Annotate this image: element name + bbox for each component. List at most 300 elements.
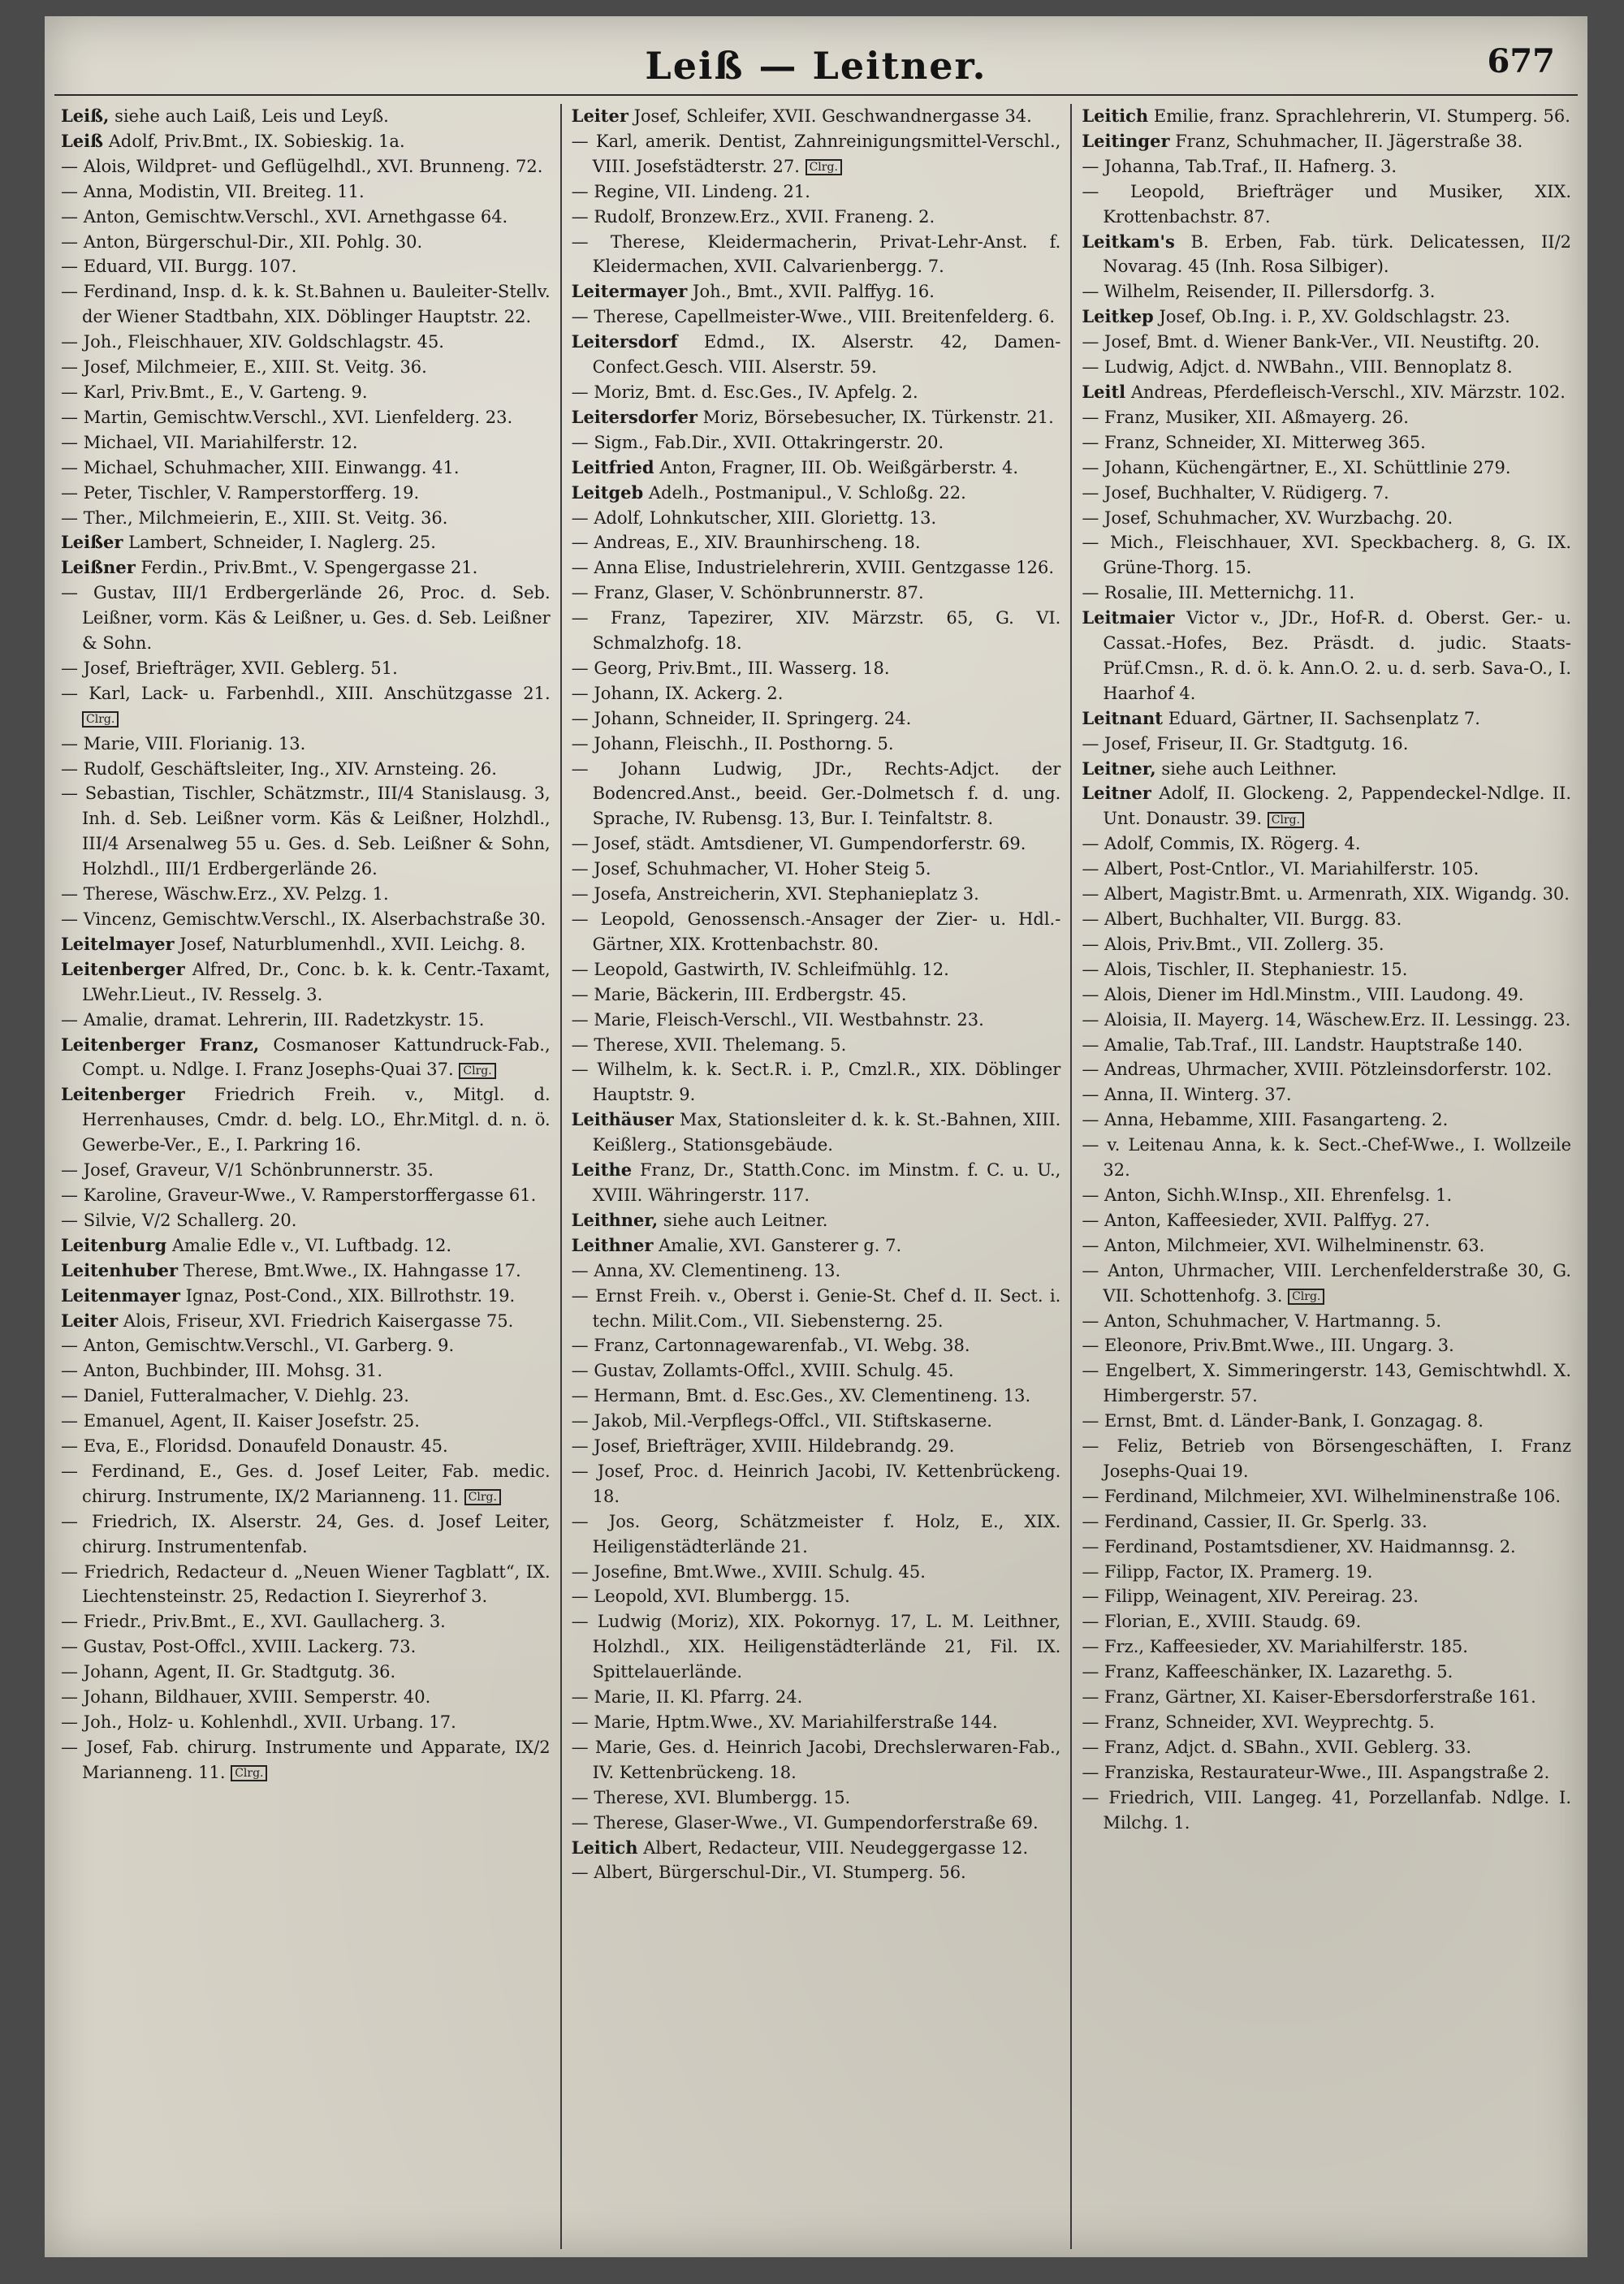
directory-entry <box>1082 1333 1571 1358</box>
entry-text: Sebastian, Tischler, Schätzmstr., III/4 Stanislausg. 3, Inh. d. Seb. Leißner vorm. Käs & Leißner, Holzhdl., III/4 Arsenalweg 55 u. Ges. d. Seb. Leißner & Sohn, Holzhdl., III/1 Erdbergerlände 26. <box>82 784 551 879</box>
directory-entry <box>1082 732 1571 757</box>
entry-surname: Leiter <box>61 1310 119 1331</box>
entry-text: Ludwig (Moriz), XIX. Pokornyg. 17, L. M. Leithner, Holzhdl., XIX. Heiligenstädterlände 21, Fil. IX. Spittelauerlände. <box>592 1612 1061 1682</box>
entry-text: Edmd., IX. Alserstr. 42, Damen-Confect.Gesch. VIII. Alserstr. 59. <box>592 332 1061 378</box>
directory-entry <box>61 506 551 531</box>
entry-surname: Leitfried <box>571 456 654 477</box>
directory-entry <box>572 606 1061 656</box>
entry-text: Josef, Schleifer, XVII. Geschwandnergasse 34. <box>633 106 1032 126</box>
entry-text: Ferdinand, E., Ges. d. Josef Leiter, Fab. medic. chirurg. Instrumente, IX/2 Marianneng. 11. <box>82 1461 551 1506</box>
directory-entry <box>1082 481 1571 506</box>
entry-text: Adolf, Lohnkutscher, XIII. Gloriettg. 13. <box>594 507 937 528</box>
entry-text: Therese, Bmt.Wwe., IX. Hahngasse 17. <box>183 1260 521 1280</box>
entry-text: Albert, Magistr.Bmt. u. Armenrath, XIX. Wigandg. 30. <box>1104 884 1570 905</box>
entry-surname: Leitner <box>1082 783 1151 804</box>
directory-entry <box>1082 857 1571 882</box>
entry-text: Marie, Ges. d. Heinrich Jacobi, Drechslerwaren-Fab., IV. Kettenbrückeng. 18. <box>592 1737 1061 1782</box>
directory-entry <box>572 230 1061 280</box>
directory-entry <box>572 1033 1061 1058</box>
entry-text: Leopold, Gastwirth, IV. Schleifmühlg. 12. <box>594 959 949 979</box>
entry-text: Josef, Milchmeier, E., XIII. St. Veitg. 36. <box>83 357 427 378</box>
directory-entry <box>61 757 551 782</box>
directory-entry <box>572 857 1061 882</box>
entry-text: Franz, Schuhmacher, II. Jägerstraße 38. <box>1175 131 1523 151</box>
directory-entry <box>572 1158 1061 1208</box>
directory-entry <box>61 179 551 205</box>
entry-text: Anton, Sichh.W.Insp., XII. Ehrenfelsg. 1. <box>1104 1185 1453 1205</box>
directory-entry <box>61 1634 551 1660</box>
directory-entry <box>1082 330 1571 355</box>
directory-entry <box>61 732 551 757</box>
entry-text: Albert, Buchhalter, VII. Burgg. 83. <box>1104 909 1402 929</box>
directory-entry <box>1082 1107 1571 1133</box>
clearing-badge: Clrg. <box>231 1765 267 1781</box>
entry-text: Wilhelm, Reisender, II. Pillersdorfg. 3. <box>1104 282 1436 302</box>
entry-text: Martin, Gemischtw.Verschl., XVI. Lienfelderg. 23. <box>83 407 513 427</box>
entry-surname: Leiter <box>571 106 628 126</box>
entry-surname: Leiß, <box>61 106 110 126</box>
directory-entry <box>572 581 1061 606</box>
directory-entry <box>572 1259 1061 1284</box>
directory-entry <box>1082 304 1571 330</box>
entry-text: Gustav, III/1 Erdbergerlände 26, Proc. d. Seb. Leißner, vorm. Käs & Leißner, u. Ges. d. Seb. Leißner & Sohn. <box>82 583 551 654</box>
entry-text: Hermann, Bmt. d. Esc.Ges., XV. Clementineng. 13. <box>594 1386 1031 1406</box>
directory-entry <box>61 555 551 581</box>
entry-text: Therese, XVI. Blumbergg. 15. <box>594 1787 851 1807</box>
entry-text: Mich., Fleischhauer, XVI. Speckbacherg. 8, G. IX. Grüne-Thorg. 15. <box>1103 533 1571 578</box>
entry-text: Josef, Proc. d. Heinrich Jacobi, IV. Kettenbrückeng. 18. <box>592 1461 1061 1506</box>
entry-text: Andreas, Pferdefleisch-Verschl., XIV. Märzstr. 102. <box>1130 382 1566 402</box>
directory-entry <box>1082 1660 1571 1685</box>
entry-text: Alois, Priv.Bmt., VII. Zollerg. 35. <box>1104 934 1384 954</box>
entry-text: Aloisia, II. Mayerg. 14, Wäschew.Erz. II. Lessingg. 23. <box>1104 1009 1571 1030</box>
entry-text: Feliz, Betrieb von Börsengeschäften, I. Franz Josephs-Quai 19. <box>1103 1436 1572 1481</box>
entry-text: Ferdinand, Insp. d. k. k. St.Bahnen u. Bauleiter-Stellv. der Wiener Stadtbahn, XIX. Döblinger Hauptstr. 22. <box>82 282 551 327</box>
entry-text: Marie, Fleisch-Verschl., VII. Westbahnstr. 23. <box>594 1009 984 1030</box>
entry-text: Friedrich, VIII. Langeg. 41, Porzellanfab. Ndlge. I. Milchg. 1. <box>1103 1787 1572 1833</box>
directory-entry <box>572 1860 1061 1885</box>
directory-entry <box>1082 1133 1571 1183</box>
directory-entry <box>572 1107 1061 1158</box>
columns <box>51 104 1581 2249</box>
entry-text: Amalie Edle v., VI. Luftbadg. 12. <box>171 1235 452 1255</box>
directory-entry <box>1082 757 1571 782</box>
directory-entry <box>1082 1710 1571 1735</box>
entry-text: Ferdin., Priv.Bmt., V. Spengergasse 21. <box>140 558 478 578</box>
entry-text: B. Erben, Fab. türk. Delicatessen, II/2 Novarag. 45 (Inh. Rosa Silbiger). <box>1103 231 1572 277</box>
entry-text: Filipp, Factor, IX. Pramerg. 19. <box>1104 1561 1373 1582</box>
directory-entry <box>1082 506 1571 531</box>
directory-entry <box>61 330 551 355</box>
entry-text: Johann, Küchengärtner, E., XI. Schüttlinie 279. <box>1104 457 1511 477</box>
directory-entry <box>61 1233 551 1259</box>
entry-text: Adolf, II. Glockeng. 2, Pappendeckel-Ndlge. II. Unt. Donaustr. 39. <box>1103 784 1572 829</box>
directory-entry <box>1082 104 1571 129</box>
directory-entry <box>1082 957 1571 982</box>
entry-text: v. Leitenau Anna, k. k. Sect.-Chef-Wwe., I. Wollzeile 32. <box>1103 1135 1572 1181</box>
entry-text: Josefine, Bmt.Wwe., XVIII. Schulg. 45. <box>594 1561 926 1582</box>
entry-text: Leopold, Briefträger und Musiker, XIX. Krottenbachstr. 87. <box>1103 181 1572 227</box>
page-number: 677 <box>1487 42 1555 80</box>
directory-entry <box>61 1509 551 1560</box>
entry-text: Franz, Glaser, V. Schönbrunnerstr. 87. <box>594 583 924 603</box>
entry-text: Joh., Bmt., XVII. Palffyg. 16. <box>693 282 935 302</box>
directory-entry <box>61 154 551 179</box>
clearing-badge: Clrg. <box>464 1489 501 1505</box>
directory-entry <box>1082 179 1571 230</box>
directory-entry <box>1082 279 1571 304</box>
directory-entry <box>572 330 1061 380</box>
directory-entry <box>572 1811 1061 1836</box>
directory-entry <box>61 1358 551 1384</box>
entry-text: Josef, Friseur, II. Gr. Stadtgutg. 16. <box>1104 733 1409 753</box>
directory-entry <box>572 1509 1061 1560</box>
directory-entry <box>572 555 1061 581</box>
directory-entry <box>572 882 1061 907</box>
entry-text: Ferdinand, Cassier, II. Gr. Sperlg. 33. <box>1104 1511 1427 1531</box>
entry-text: Josef, städt. Amtsdiener, VI. Gumpendorferstr. 69. <box>594 834 1026 854</box>
directory-entry <box>1082 606 1571 706</box>
directory-entry <box>61 1158 551 1183</box>
directory-entry <box>572 1710 1061 1735</box>
entry-text: Franz, Kaffeeschänker, IX. Lazarethg. 5. <box>1104 1662 1453 1682</box>
entry-text: Anton, Gemischtw.Verschl., XVI. Arnethgasse 64. <box>83 206 508 227</box>
entry-surname: Leitner, <box>1082 758 1156 779</box>
entry-text: Johann, Schneider, II. Springerg. 24. <box>594 708 912 728</box>
entry-surname: Leißner <box>61 557 136 578</box>
entry-surname: Leitich <box>1082 106 1149 126</box>
directory-entry <box>572 706 1061 732</box>
entry-surname: Leitenberger <box>61 1084 185 1105</box>
directory-entry <box>61 355 551 380</box>
entry-text: Karl, amerik. Dentist, Zahnreinigungsmittel-Verschl., VIII. Josefstädterstr. 27. <box>592 131 1061 176</box>
directory-entry <box>61 1685 551 1710</box>
entry-surname: Leitersdorfer <box>571 406 698 427</box>
directory-entry <box>61 1033 551 1083</box>
directory-entry <box>1082 1082 1571 1107</box>
entry-text: Franz, Schneider, XI. Mitterweg 365. <box>1104 432 1426 452</box>
directory-entry <box>61 1735 551 1785</box>
directory-entry <box>61 907 551 932</box>
directory-entry <box>572 129 1061 179</box>
entry-text: Rosalie, III. Metternichg. 11. <box>1104 583 1355 603</box>
directory-entry <box>1082 932 1571 957</box>
directory-entry <box>1082 1484 1571 1509</box>
directory-entry <box>1082 907 1571 932</box>
directory-entry <box>61 279 551 330</box>
directory-entry <box>1082 1233 1571 1259</box>
directory-entry <box>1082 1584 1571 1609</box>
entry-text: Peter, Tischler, V. Ramperstorfferg. 19. <box>83 482 420 503</box>
entry-text: Vincenz, Gemischtw.Verschl., IX. Alserbachstraße 30. <box>83 909 546 929</box>
directory-entry <box>1082 230 1571 280</box>
entry-text: Max, Stationsleiter d. k. k. St.-Bahnen, XIII. Keißlerg., Stationsgebäude. <box>592 1110 1061 1155</box>
directory-entry <box>1082 1409 1571 1434</box>
directory-entry <box>61 581 551 656</box>
directory-entry <box>572 957 1061 982</box>
entry-text: Andreas, Uhrmacher, XVIII. Pötzleinsdorferstr. 102. <box>1104 1060 1553 1080</box>
directory-entry <box>572 681 1061 706</box>
directory-entry <box>1082 982 1571 1008</box>
entry-text: Josef, Buchhalter, V. Rüdigerg. 7. <box>1104 482 1389 503</box>
entry-text: Josef, Naturblumenhdl., XVII. Leichg. 8. <box>179 934 526 954</box>
directory-entry <box>1082 1760 1571 1785</box>
directory-entry <box>1082 1735 1571 1760</box>
entry-surname: Leitelmayer <box>61 933 175 954</box>
directory-entry <box>572 1459 1061 1509</box>
directory-entry <box>1082 430 1571 456</box>
entry-text: Victor v., JDr., Hof-R. d. Oberst. Ger.- u. Cassat.-Hofes, Bez. Präsdt. d. judic. Staats-Prüf.Cmsn., R. d. ö. k. Ann.O. 2. u. d. serb. Sava-O., I. Haarhof 4. <box>1103 608 1572 703</box>
directory-entry <box>1082 1057 1571 1082</box>
entry-text: Josef, Briefträger, XVII. Geblerg. 51. <box>83 658 398 678</box>
directory-entry <box>1082 1609 1571 1634</box>
entry-text: siehe auch Leitner. <box>663 1210 828 1230</box>
entry-text: Adolf, Commis, IX. Rögerg. 4. <box>1104 834 1361 854</box>
directory-entry <box>1082 1509 1571 1535</box>
entry-text: Engelbert, X. Simmeringerstr. 143, Gemischtwhdl. X. Himbergerstr. 57. <box>1103 1361 1572 1406</box>
entry-text: Silvie, V/2 Schallerg. 20. <box>83 1210 297 1230</box>
entry-text: Daniel, Futteralmacher, V. Diehlg. 23. <box>83 1386 409 1406</box>
directory-entry <box>572 1836 1061 1861</box>
directory-entry <box>572 1560 1061 1585</box>
directory-entry <box>572 656 1061 681</box>
entry-surname: Leitenberger <box>61 958 185 979</box>
entry-text: Adelh., Postmanipul., V. Schloßg. 22. <box>648 482 966 503</box>
entry-text: Anna, Modistin, VII. Breiteg. 11. <box>83 181 365 201</box>
entry-text: Rudolf, Bronzew.Erz., XVII. Franeng. 2. <box>594 206 935 227</box>
entry-text: Anton, Milchmeier, XVI. Wilhelminenstr. 63. <box>1104 1235 1485 1255</box>
entry-text: Anton, Bürgerschul-Dir., XII. Pohlg. 30. <box>83 231 423 252</box>
directory-entry <box>1082 154 1571 179</box>
entry-text: Josef, Schuhmacher, VI. Hoher Steig 5. <box>594 859 931 879</box>
directory-entry <box>61 781 551 882</box>
entry-surname: Leitgeb <box>571 481 644 503</box>
clearing-badge: Clrg. <box>459 1063 495 1079</box>
directory-entry <box>1082 1208 1571 1233</box>
page-title: Leiß — Leitner. <box>645 44 987 88</box>
entry-surname: Leitersdorf <box>571 331 678 352</box>
directory-entry <box>61 430 551 456</box>
directory-entry <box>1082 456 1571 481</box>
entry-surname: Leitkam's <box>1082 231 1175 252</box>
entry-text: Therese, Glaser-Wwe., VI. Gumpendorferstraße 69. <box>594 1812 1039 1833</box>
directory-entry <box>1082 1685 1571 1710</box>
entry-text: Franz, Schneider, XVI. Weyprechtg. 5. <box>1104 1712 1435 1732</box>
directory-entry <box>61 129 551 154</box>
directory-entry <box>61 254 551 279</box>
directory-entry <box>1082 355 1571 380</box>
directory-entry <box>61 205 551 230</box>
entry-text: Ernst, Bmt. d. Länder-Bank, I. Gonzagag. 8. <box>1104 1411 1484 1431</box>
page-header <box>45 39 1587 96</box>
directory-page <box>45 16 1587 2257</box>
entry-text: Josef, Fab. chirurg. Instrumente und Apparate, IX/2 Marianneng. 11. <box>82 1737 551 1782</box>
entry-text: Leopold, Genossensch.-Ansager der Zier- u. Hdl.-Gärtner, XIX. Krottenbachstr. 80. <box>592 909 1061 954</box>
entry-text: Ignaz, Post-Cond., XIX. Billrothstr. 19. <box>185 1285 516 1306</box>
entry-text: Sigm., Fab.Dir., XVII. Ottakringerstr. 20. <box>594 432 944 452</box>
directory-entry <box>61 957 551 1008</box>
directory-entry <box>61 1660 551 1685</box>
directory-entry <box>1082 1008 1571 1033</box>
directory-entry <box>572 1735 1061 1785</box>
directory-entry <box>61 405 551 430</box>
directory-entry <box>1082 831 1571 857</box>
entry-text: Johann, IX. Ackerg. 2. <box>594 683 784 703</box>
directory-entry <box>1082 1259 1571 1309</box>
entry-surname: Leitinger <box>1082 130 1170 151</box>
entry-text: Moriz, Bmt. d. Esc.Ges., IV. Apfelg. 2. <box>594 382 918 402</box>
directory-entry <box>61 1008 551 1033</box>
entry-text: Josef, Ob.Ing. i. P., XV. Goldschlagstr. 23. <box>1159 307 1510 327</box>
column-1 <box>51 104 560 2249</box>
entry-text: Anton, Gemischtw.Verschl., VI. Garberg. 9. <box>83 1336 455 1356</box>
clearing-badge: Clrg. <box>1288 1289 1324 1305</box>
directory-entry <box>572 481 1061 506</box>
entry-text: Franz, Tapezirer, XIV. Märzstr. 65, G. VI. Schmalzhofg. 18. <box>592 608 1061 654</box>
directory-entry <box>61 380 551 405</box>
entry-text: Friedr., Priv.Bmt., E., XVI. Gaullacherg. 3. <box>83 1612 446 1632</box>
directory-entry <box>572 430 1061 456</box>
entry-surname: Leithner <box>571 1234 654 1255</box>
entry-text: Therese, Kleidermacherin, Privat-Lehr-Anst. f. Kleidermachen, XVII. Calvarienbergg. 7. <box>592 231 1061 277</box>
entry-surname: Leitich <box>571 1837 638 1858</box>
entry-text: Anna, XV. Clementineng. 13. <box>594 1260 841 1280</box>
directory-entry <box>1082 129 1571 154</box>
entry-text: Albert, Bürgerschul-Dir., VI. Stumperg. 56. <box>594 1863 966 1883</box>
entry-text: Marie, VIII. Florianig. 13. <box>83 733 306 753</box>
entry-surname: Leithäuser <box>571 1109 674 1130</box>
directory-entry <box>572 1434 1061 1459</box>
entry-text: Ferdinand, Postamtsdiener, XV. Haidmannsg. 2. <box>1104 1536 1516 1556</box>
entry-text: Frz., Kaffeesieder, XV. Mariahilferstr. 185. <box>1104 1637 1468 1657</box>
entry-text: Georg, Priv.Bmt., III. Wasserg. 18. <box>594 658 890 678</box>
directory-entry <box>1082 1309 1571 1334</box>
directory-entry <box>61 1560 551 1610</box>
directory-entry <box>572 1685 1061 1710</box>
entry-text: Josefa, Anstreicherin, XVI. Stephanieplatz 3. <box>594 884 979 905</box>
entry-text: Regine, VII. Lindeng. 21. <box>594 181 810 201</box>
directory-entry <box>572 1208 1061 1233</box>
directory-entry <box>572 1409 1061 1434</box>
directory-entry <box>1082 882 1571 907</box>
entry-text: Therese, XVII. Thelemang. 5. <box>594 1034 847 1055</box>
entry-text: Amalie, Tab.Traf., III. Landstr. Hauptstraße 140. <box>1104 1034 1523 1055</box>
entry-text: Gustav, Zollamts-Offcl., XVIII. Schulg. 45. <box>594 1361 954 1381</box>
entry-surname: Leitl <box>1082 381 1126 402</box>
column-3 <box>1070 104 1581 2249</box>
directory-entry <box>572 405 1061 430</box>
directory-entry <box>61 932 551 957</box>
clearing-badge: Clrg. <box>82 711 119 728</box>
directory-entry <box>61 681 551 732</box>
entry-text: Joh., Holz- u. Kohlenhdl., XVII. Urbang. 17. <box>83 1712 456 1732</box>
entry-text: Eduard, Gärtner, II. Sachsenplatz 7. <box>1168 708 1480 728</box>
entry-text: Anna, II. Winterg. 37. <box>1104 1085 1292 1105</box>
header-rule <box>54 94 1578 96</box>
entry-surname: Leithner, <box>571 1209 659 1230</box>
entry-text: Adolf, Priv.Bmt., IX. Sobieskig. 1a. <box>108 131 405 151</box>
directory-entry <box>1082 1634 1571 1660</box>
entry-text: Andreas, E., XIV. Braunhirscheng. 18. <box>594 533 921 553</box>
entry-text: Anton, Schuhmacher, V. Hartmanng. 5. <box>1104 1310 1442 1331</box>
entry-text: Friedrich Freih. v., Mitgl. d. Herrenhauses, Cmdr. d. belg. LO., Ehr.Mitgl. d. n. ö. Gewerbe-Ver., E., I. Parkring 16. <box>82 1085 551 1155</box>
directory-entry <box>572 506 1061 531</box>
directory-entry <box>61 882 551 907</box>
entry-text: Franz, Gärtner, XI. Kaiser-Ebersdorferstraße 161. <box>1104 1687 1536 1708</box>
directory-entry <box>572 1384 1061 1409</box>
entry-text: Friedrich, Redacteur d. „Neuen Wiener Tagblatt“, IX. Liechtensteinstr. 25, Redaction I. Sieyrerhof 3. <box>82 1561 551 1607</box>
directory-entry <box>572 530 1061 555</box>
directory-entry <box>1082 581 1571 606</box>
directory-entry <box>572 179 1061 205</box>
directory-entry <box>1082 1560 1571 1585</box>
directory-entry <box>61 1208 551 1233</box>
entry-text: Leopold, XVI. Blumbergg. 15. <box>594 1587 850 1607</box>
entry-text: Johanna, Tab.Traf., II. Hafnerg. 3. <box>1104 156 1397 176</box>
directory-entry <box>1082 405 1571 430</box>
directory-entry <box>572 982 1061 1008</box>
entry-text: Josef, Bmt. d. Wiener Bank-Ver., VII. Neustiftg. 20. <box>1104 332 1540 352</box>
directory-entry <box>1082 1785 1571 1836</box>
directory-entry <box>61 1183 551 1208</box>
entry-text: Lambert, Schneider, I. Naglerg. 25. <box>128 533 436 553</box>
directory-entry <box>572 1785 1061 1811</box>
entry-text: Johann, Agent, II. Gr. Stadtgutg. 36. <box>83 1662 396 1682</box>
entry-text: Eduard, VII. Burgg. 107. <box>83 257 297 277</box>
directory-entry <box>1082 1183 1571 1208</box>
entry-text: Johann, Bildhauer, XVIII. Semperstr. 40. <box>83 1687 431 1708</box>
entry-text: Moriz, Börsebesucher, IX. Türkenstr. 21. <box>702 407 1054 427</box>
directory-entry <box>1082 706 1571 732</box>
entry-text: Amalie, dramat. Lehrerin, III. Radetzkystr. 15. <box>83 1009 485 1030</box>
entry-text: Alois, Friseur, XVI. Friedrich Kaisergasse 75. <box>123 1310 514 1331</box>
directory-entry <box>572 1057 1061 1107</box>
entry-text: Jos. Georg, Schätzmeister f. Holz, E., XIX. Heiligenstädterlände 21. <box>592 1511 1061 1556</box>
entry-text: Wilhelm, k. k. Sect.R. i. P., Cmzl.R., XIX. Döblinger Hauptstr. 9. <box>592 1060 1061 1105</box>
directory-entry <box>1082 1535 1571 1560</box>
entry-text: Eva, E., Floridsd. Donaufeld Donaustr. 45. <box>83 1436 448 1457</box>
directory-entry <box>61 1710 551 1735</box>
directory-entry <box>572 1284 1061 1334</box>
directory-entry <box>61 456 551 481</box>
directory-entry <box>1082 1033 1571 1058</box>
entry-text: Franz, Adjct. d. SBahn., XVII. Geblerg. 33. <box>1104 1737 1472 1757</box>
directory-entry <box>572 380 1061 405</box>
directory-entry <box>1082 781 1571 831</box>
entry-text: Franz, Musiker, XII. Aßmayerg. 26. <box>1104 407 1409 427</box>
directory-entry <box>572 205 1061 230</box>
entry-text: Friedrich, IX. Alserstr. 24, Ges. d. Josef Leiter, chirurg. Instrumentenfab. <box>82 1511 551 1556</box>
directory-entry <box>572 1233 1061 1259</box>
entry-text: Ludwig, Adjct. d. NWBahn., VIII. Bennoplatz 8. <box>1104 357 1513 378</box>
directory-entry <box>61 1259 551 1284</box>
entry-text: Jakob, Mil.-Verpflegs-Offcl., VII. Stiftskaserne. <box>594 1411 992 1431</box>
entry-text: Franziska, Restaurateur-Wwe., III. Aspangstraße 2. <box>1104 1762 1550 1782</box>
entry-text: Anna Elise, Industrielehrerin, XVIII. Gentzgasse 126. <box>594 558 1055 578</box>
entry-text: Johann, Fleischh., II. Posthorng. 5. <box>594 733 894 753</box>
directory-entry <box>572 757 1061 832</box>
entry-text: Marie, Hptm.Wwe., XV. Mariahilferstraße 144. <box>594 1712 998 1732</box>
entry-text: Alois, Wildpret- und Geflügelhdl., XVI. Brunneng. 72. <box>83 156 543 176</box>
directory-entry <box>1082 380 1571 405</box>
entry-text: Florian, E., XVIII. Staudg. 69. <box>1104 1612 1362 1632</box>
entry-text: Alfred, Dr., Conc. b. k. k. Centr.-Taxamt, LWehr.Lieut., IV. Resselg. 3. <box>82 959 551 1004</box>
directory-entry <box>61 1434 551 1459</box>
entry-text: Gustav, Post-Offcl., XVIII. Lackerg. 73. <box>83 1637 417 1657</box>
entry-text: Karl, Priv.Bmt., E., V. Garteng. 9. <box>83 382 368 402</box>
directory-entry <box>61 1309 551 1334</box>
directory-entry <box>572 456 1061 481</box>
